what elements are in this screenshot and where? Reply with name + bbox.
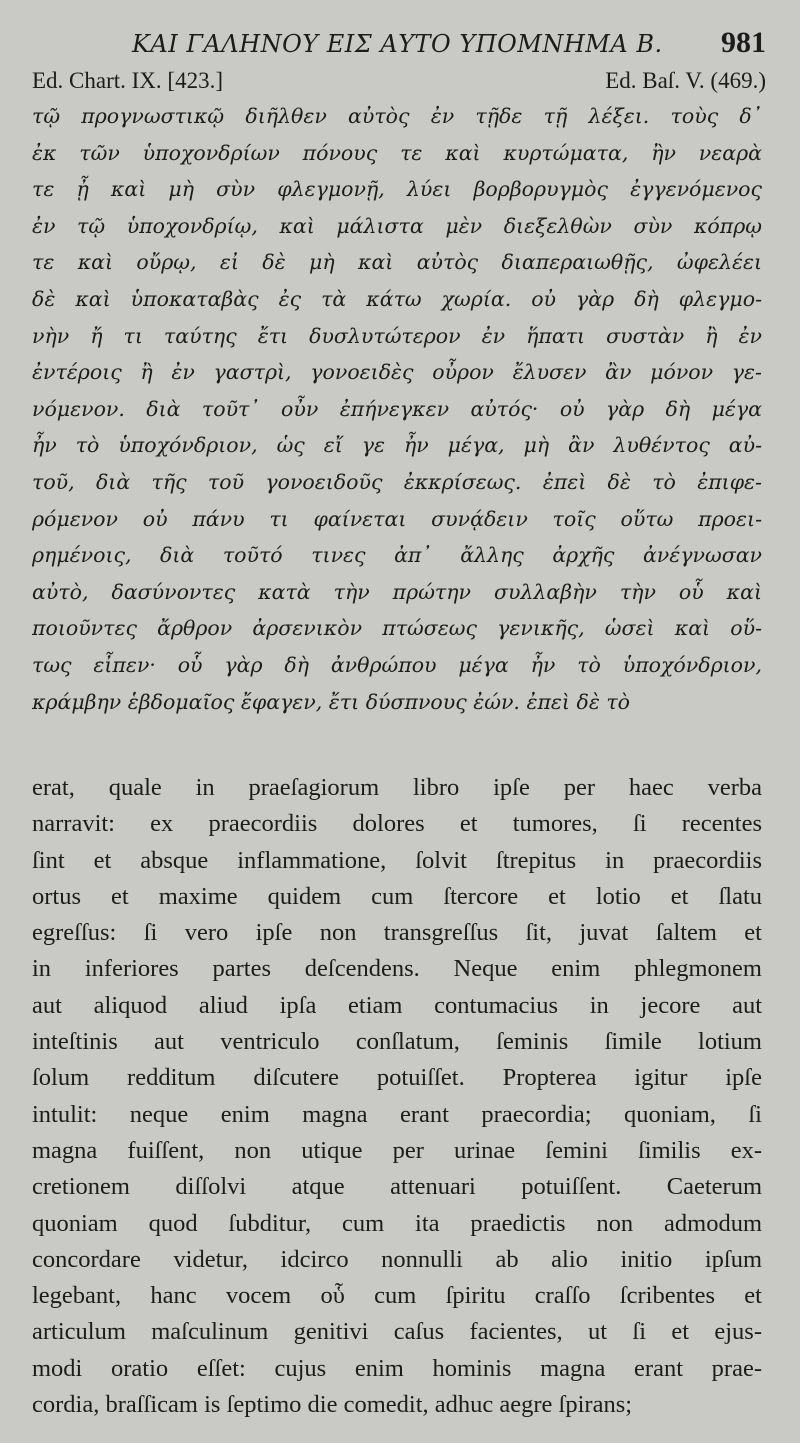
latin-line: inteſtinis aut ventriculo conſlatum, ſeminis ſimile lotium xyxy=(32,1028,762,1056)
latin-line: concordare videtur, idcirco nonnulli ab alio initio ipſum xyxy=(32,1245,762,1273)
latin-line: legebant, hanc vocem οὗ cum ſpiritu craſſo ſcribentes et xyxy=(32,1282,762,1310)
running-title: ΚΑΙ ΓΑΛΗΝΟΥ ΕΙΣ ΑΥΤΟ ΥΠΟΜΝΗΜΑ Β. xyxy=(132,30,663,58)
greek-line: ἐν τῷ ὑποχονδρίῳ, καὶ μάλιστα μὲν διεξελθὼν σὺν κόπρῳ xyxy=(32,213,762,238)
greek-text-block xyxy=(32,98,762,720)
running-head xyxy=(32,26,766,66)
greek-line: τως εἶπεν· οὗ γὰρ δὴ ἀνθρώπου μέγα ἦν τὸ ὑποχόνδριον, xyxy=(32,652,762,677)
greek-line: τῷ προγνωστικῷ διῆλθεν αὐτὸς ἐν τῇδε τῇ λέξει. τοὺς δ᾽ xyxy=(32,104,762,128)
greek-line: ποιοῦντες ἄρθρον ἀρσενικὸν πτώσεως γενικῆς, ὡσεὶ καὶ οὕ- xyxy=(32,616,762,641)
edition-chartier: Ed. Chart. IX. [423.] xyxy=(32,68,223,93)
greek-line: ἦν τὸ ὑποχόνδριον, ὡς εἴ γε ἦν μέγα, μὴ ἂν λυθέντος αὐ- xyxy=(32,433,762,458)
greek-line: αὐτὸ, δασύνοντες κατὰ τὴν πρώτην συλλαβὴν τὴν οὗ καὶ xyxy=(32,579,762,604)
latin-line: narravit: ex praecordiis dolores et tumores, ſi recentes xyxy=(32,810,762,838)
latin-line: intulit: neque enim magna erant praecordia; quoniam, ſi xyxy=(32,1100,762,1128)
latin-line: cordia, braſſicam is ſeptimo die comedit, adhuc aegre ſpirans; xyxy=(32,1391,633,1419)
greek-line: νόμενον. διὰ τοῦτ᾽ οὖν ἐπήνεγκεν αὐτός· οὐ γὰρ δὴ μέγα xyxy=(32,396,762,421)
latin-line: egreſſus: ſi vero ipſe non transgreſſus ſit, juvat ſaltem et xyxy=(32,919,762,947)
latin-text-block xyxy=(32,770,762,1423)
greek-line: ρημένοις, διὰ τοῦτό τινες ἀπ᾽ ἄλλης ἀρχῆς ἀνέγνωσαν xyxy=(32,543,762,568)
greek-line: ἐντέροις ἢ ἐν γαστρὶ, γονοειδὲς οὖρον ἔλυσεν ἂν μόνον γε- xyxy=(32,360,762,385)
greek-line: ρόμενον οὐ πάνυ τι φαίνεται συνᾴδειν τοῖς οὕτω προει- xyxy=(32,506,762,531)
latin-line: ſint et absque inflammatione, ſolvit ſtrepitus in praecordiis xyxy=(32,846,762,874)
greek-line: τε καὶ οὔρῳ, εἰ δὲ μὴ καὶ αὐτὸς διαπεραιωθῇς, ὠφελέει xyxy=(32,250,762,275)
greek-line: δὲ καὶ ὑποκαταβὰς ἐς τὰ κάτω χωρία. οὐ γὰρ δὴ φλεγμο- xyxy=(32,286,762,311)
greek-line: τοῦ, διὰ τῆς τοῦ γονοειδοῦς ἐκκρίσεως. ἐπεὶ δὲ τὸ ἐπιφε- xyxy=(32,469,762,494)
latin-line: quoniam quod ſubditur, cum ita praedictis non admodum xyxy=(32,1209,762,1237)
latin-line: cretionem diſſolvi atque attenuari potuiſſent. Caeterum xyxy=(32,1173,762,1201)
latin-line: ortus et maxime quidem cum ſtercore et lotio et ſlatu xyxy=(32,882,762,910)
latin-line: modi oratio eſſet: cujus enim hominis magna erant prae- xyxy=(32,1354,762,1382)
latin-line: in inferiores partes deſcendens. Neque enim phlegmonem xyxy=(32,955,762,983)
latin-line: ſolum redditum diſcutere potuiſſet. Propterea igitur ipſe xyxy=(32,1064,762,1092)
edition-basel: Ed. Baſ. V. (469.) xyxy=(605,68,766,93)
latin-line: magna fuiſſent, non utique per urinae ſemini ſimilis ex- xyxy=(32,1136,762,1164)
greek-line: κράμβην ἑβδομαῖος ἔφαγεν, ἔτι δύσπνους ἐών. ἐπεὶ δὲ τὸ xyxy=(32,689,631,714)
edition-references xyxy=(32,68,766,100)
page-number: 981 xyxy=(721,26,766,59)
latin-line: articulum maſculinum genitivi caſus facientes, ut ſi et ejus- xyxy=(32,1318,762,1346)
greek-line: ἐκ τῶν ὑποχονδρίων πόνους τε καὶ κυρτώματα, ἢν νεαρὰ xyxy=(32,140,762,165)
greek-line: νὴν ἤ τι ταύτης ἔτι δυσλυτώτερον ἐν ἥπατι συστὰν ἢ ἐν xyxy=(32,323,762,348)
latin-line: erat, quale in praeſagiorum libro ipſe per haec verba xyxy=(32,774,762,801)
latin-line: aut aliquod aliud ipſa etiam contumacius in jecore aut xyxy=(32,991,762,1019)
greek-line: τε ᾖ καὶ μὴ σὺν φλεγμονῇ, λύει βορβορυγμὸς ἐγγενόμενος xyxy=(32,177,762,202)
